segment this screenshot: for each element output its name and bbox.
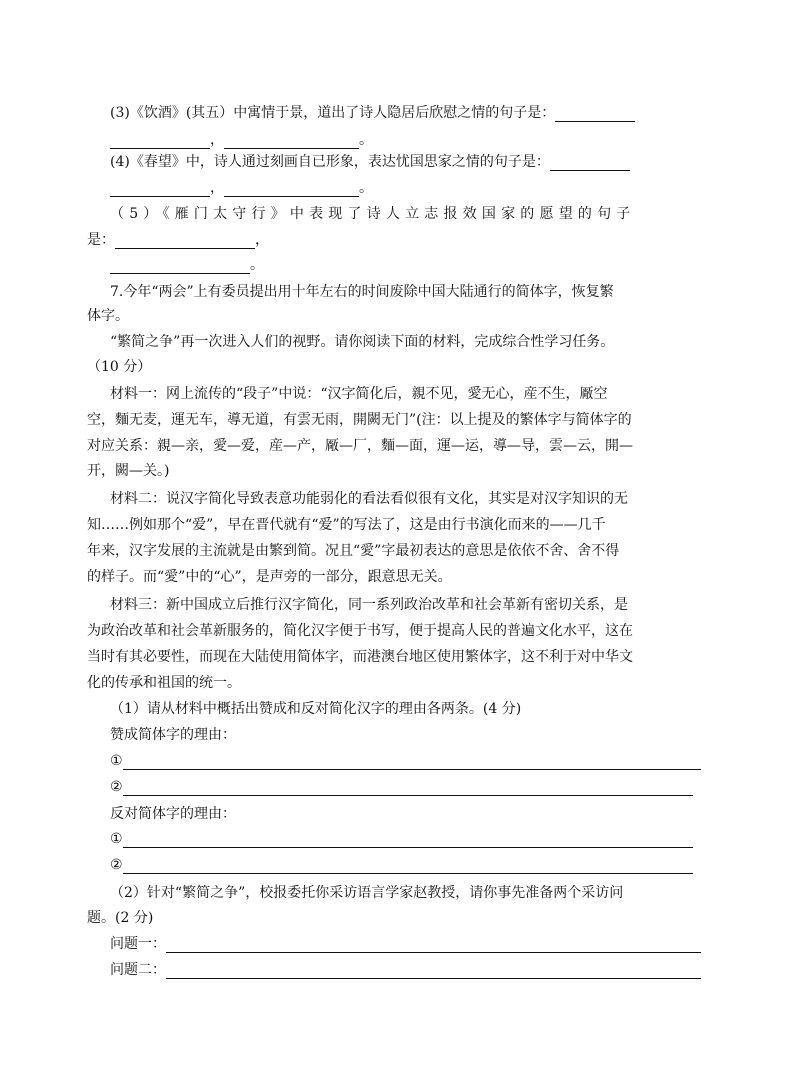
q6-3-line <box>110 104 635 122</box>
material-3-line-1: 材料三：新中国成立后推行汉字简化，同一系列政治改革和社会革新有密切关系，是 <box>110 597 628 613</box>
q7-task-score: （10 分） <box>87 359 152 375</box>
interview-question-1 <box>110 935 701 953</box>
sub-question-2-score: 题。(2 分) <box>87 910 154 926</box>
q6-5-blank-2[interactable] <box>110 259 250 274</box>
q6-3-blank-3[interactable] <box>224 134 359 149</box>
material-1-line-4: 开，闕—关。) <box>87 463 170 479</box>
q6-5-sep: ， <box>255 232 269 248</box>
q6-4-blank-3[interactable] <box>224 182 359 197</box>
material-1-line-1: 材料一：网上流传的“段子”中说：“汉字简化后，親不见，愛无心，産不生，厰空 <box>110 386 608 402</box>
con-number-2: ② <box>110 857 123 873</box>
con-answer-1 <box>110 830 693 848</box>
con-number-1: ① <box>110 831 123 847</box>
con-answer-2 <box>110 856 693 874</box>
q6-4-text: (4)《春望》中，诗人通过刻画自已形象，表达忧国思家之情的句子是： <box>110 154 550 170</box>
pro-answer-2 <box>110 778 693 796</box>
interview-question-2-label: 问题二： <box>110 962 166 978</box>
material-3-line-4: 化的传承和祖国的统一。 <box>87 675 241 691</box>
q6-4-blank-1[interactable] <box>550 156 630 171</box>
interview-question-2 <box>110 961 701 979</box>
q6-5-text: （5）《雁门太守行》中表现了诗人立志报效国家的愿望的句子 <box>110 206 636 222</box>
q6-5-line-3 <box>110 256 264 274</box>
q6-4-end: 。 <box>359 180 373 196</box>
q6-3-blank-1[interactable] <box>555 107 635 122</box>
pro-number-1: ① <box>110 753 123 769</box>
q6-3-sep: ， <box>210 132 224 148</box>
pro-number-2: ② <box>110 779 123 795</box>
q6-4-sep: ， <box>210 180 224 196</box>
sub-question-1: （1）请从材料中概括出赞成和反对简化汉字的理由各两条。(4 分) <box>110 701 522 717</box>
con-label: 反对简体字的理由： <box>110 806 236 822</box>
q7-intro: 7.今年“两会”上有委员提出用十年左右的时间废除中国大陆通行的简体字，恢复繁 <box>110 284 614 300</box>
material-1-line-2: 空，麵无麦，運无车，導无道，有雲无雨，開闕无门”(注：以上提及的繁体字与简体字的 <box>87 412 632 428</box>
q6-5-line-2 <box>87 231 269 249</box>
material-1-line-3: 对应关系：親—亲，愛—爱，産—产，厰—厂，麵—面，運—运，導—导，雲—云，開— <box>87 438 633 454</box>
q6-5-cont: 是： <box>87 232 115 248</box>
material-2-line-2: 知……例如那个“爱”，早在晋代就有“爱”的写法了，这是由行书演化而来的——几千 <box>87 517 606 533</box>
q7-task: “繁简之争”再一次进入人们的视野。请你阅读下面的材料，完成综合性学习任务。 <box>110 334 615 350</box>
material-3-line-2: 为政治改革和社会革新服务的，简化汉字便于书写，便于提高人民的普遍文化水平，这在 <box>87 623 633 639</box>
pro-answer-1-blank[interactable] <box>123 755 701 770</box>
q7-intro-2: 体字。 <box>87 308 129 324</box>
pro-label: 赞成简体字的理由： <box>110 727 236 743</box>
q6-3-end: 。 <box>359 132 373 148</box>
material-2-line-3: 年来，汉字发展的主流就是由繁到简。况且“愛”字最初表达的意思是依依不舍、舍不得 <box>87 543 620 559</box>
q6-5-end: 。 <box>250 257 264 273</box>
q6-4-line <box>110 153 630 171</box>
material-2-line-1: 材料二：说汉字简化导致表意功能弱化的看法看似很有文化，其实是对汉字知识的无 <box>110 491 628 507</box>
q6-5-blank-1[interactable] <box>115 234 255 249</box>
sub-question-2: （2）针对“繁简之争”，校报委托你采访语言学家赵教授，请你事先准备两个采访问 <box>110 885 624 901</box>
q6-3-line-2 <box>110 131 373 149</box>
q6-3-blank-2[interactable] <box>110 134 210 149</box>
interview-question-2-blank[interactable] <box>166 964 701 979</box>
pro-answer-1 <box>110 752 701 770</box>
q6-4-blank-2[interactable] <box>110 182 210 197</box>
q6-5-line <box>110 205 636 223</box>
con-answer-1-blank[interactable] <box>123 833 693 848</box>
material-2-line-4: 的样子。而“愛”中的“心”，是声旁的一部分，跟意思无关。 <box>87 569 452 585</box>
material-3-line-3: 当时有其必要性，而现在大陆使用简体字，而港澳台地区使用繁体字，这不利于对中华文 <box>87 649 633 665</box>
interview-question-1-label: 问题一： <box>110 936 166 952</box>
con-answer-2-blank[interactable] <box>123 859 693 874</box>
pro-answer-2-blank[interactable] <box>123 781 693 796</box>
q6-4-line-2 <box>110 179 373 197</box>
interview-question-1-blank[interactable] <box>166 938 701 953</box>
q6-3-text: (3)《饮酒》(其五）中寓情于景，道出了诗人隐居后欣慰之情的句子是： <box>110 105 556 121</box>
